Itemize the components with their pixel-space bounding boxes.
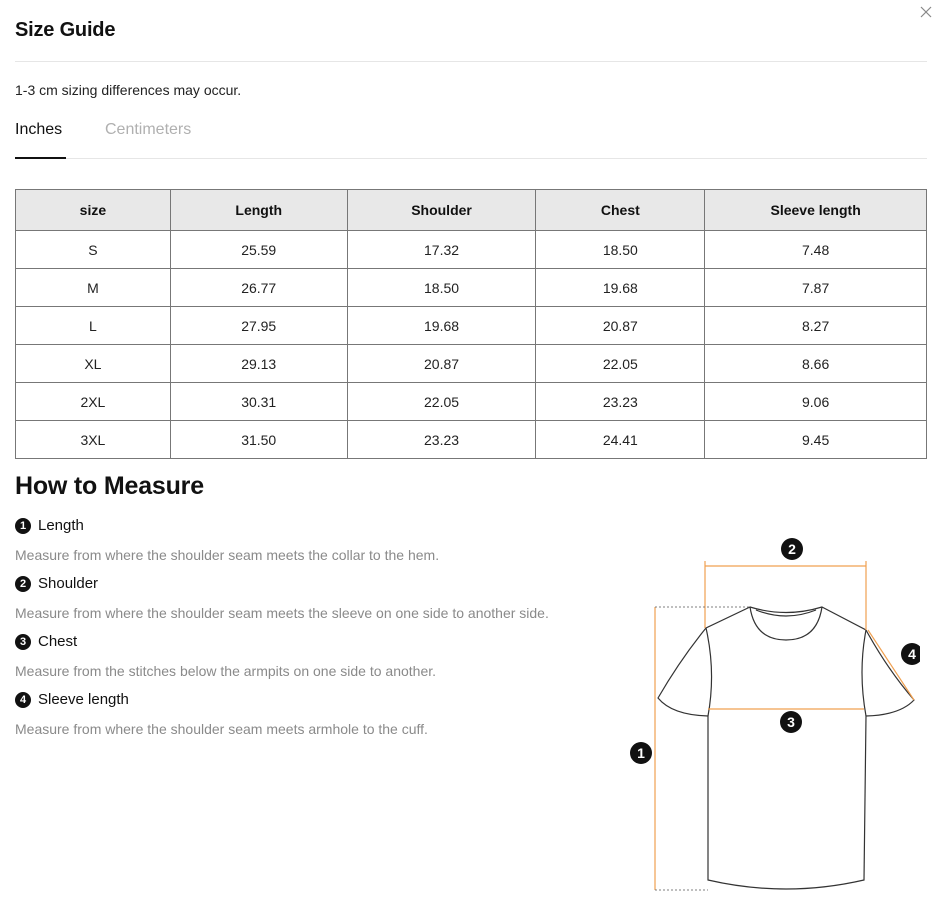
measure-label: Shoulder bbox=[38, 575, 99, 592]
table-row bbox=[16, 383, 927, 421]
cell-chest: 20.87 bbox=[536, 307, 705, 345]
table-row bbox=[16, 307, 927, 345]
cell-sleeve-length: 7.87 bbox=[705, 269, 927, 307]
cell-chest: 23.23 bbox=[536, 383, 705, 421]
measure-label: Length bbox=[38, 517, 84, 534]
cell-sleeve-length: 8.27 bbox=[705, 307, 927, 345]
close-icon[interactable] bbox=[918, 4, 934, 20]
number-one-icon: 1 bbox=[15, 518, 31, 534]
table-row bbox=[16, 231, 927, 269]
diagram-marker-2 bbox=[781, 538, 803, 560]
cell-length: 30.31 bbox=[170, 383, 347, 421]
header-shoulder: Shoulder bbox=[347, 190, 536, 231]
cell-length: 26.77 bbox=[170, 269, 347, 307]
how-to-measure-title: How to Measure bbox=[15, 472, 204, 500]
measure-item-sleeve-length bbox=[15, 691, 428, 737]
cell-sleeve-length: 8.66 bbox=[705, 345, 927, 383]
measure-description: Measure from the stitches below the armpits on one side to another. bbox=[15, 663, 437, 679]
measure-description: Measure from where the shoulder seam meets armhole to the cuff. bbox=[15, 721, 428, 737]
table-row bbox=[16, 269, 927, 307]
measure-item-shoulder bbox=[15, 575, 549, 621]
cell-length: 29.13 bbox=[170, 345, 347, 383]
measure-label: Sleeve length bbox=[38, 691, 129, 708]
svg-text:2: 2 bbox=[788, 541, 796, 557]
cell-shoulder: 20.87 bbox=[347, 345, 536, 383]
cell-length: 31.50 bbox=[170, 421, 347, 459]
cell-size: 3XL bbox=[16, 421, 171, 459]
cell-size: S bbox=[16, 231, 171, 269]
header-length: Length bbox=[170, 190, 347, 231]
cell-chest: 18.50 bbox=[536, 231, 705, 269]
unit-tabs bbox=[15, 118, 927, 159]
cell-shoulder: 23.23 bbox=[347, 421, 536, 459]
cell-sleeve-length: 9.06 bbox=[705, 383, 927, 421]
cell-shoulder: 22.05 bbox=[347, 383, 536, 421]
cell-sleeve-length: 7.48 bbox=[705, 231, 927, 269]
measure-item-length bbox=[15, 517, 439, 563]
svg-text:1: 1 bbox=[637, 745, 645, 761]
cell-length: 27.95 bbox=[170, 307, 347, 345]
cell-size: XL bbox=[16, 345, 171, 383]
tshirt-outline bbox=[658, 607, 914, 889]
diagram-marker-1 bbox=[630, 742, 652, 764]
title-divider bbox=[15, 61, 927, 62]
header-size: size bbox=[16, 190, 171, 231]
modal-title: Size Guide bbox=[15, 19, 116, 41]
cell-size: L bbox=[16, 307, 171, 345]
number-two-icon: 2 bbox=[15, 576, 31, 592]
sizing-note: 1-3 cm sizing differences may occur. bbox=[15, 82, 242, 98]
header-sleeve-length: Sleeve length bbox=[705, 190, 927, 231]
number-three-icon: 3 bbox=[15, 634, 31, 650]
diagram-marker-3 bbox=[780, 711, 802, 733]
cell-shoulder: 17.32 bbox=[347, 231, 536, 269]
tab-inches[interactable]: Inches bbox=[15, 121, 66, 159]
svg-text:3: 3 bbox=[787, 714, 795, 730]
cell-chest: 22.05 bbox=[536, 345, 705, 383]
cell-shoulder: 19.68 bbox=[347, 307, 536, 345]
measure-item-chest bbox=[15, 633, 436, 679]
cell-sleeve-length: 9.45 bbox=[705, 421, 927, 459]
measure-description: Measure from where the shoulder seam meets the collar to the hem. bbox=[15, 547, 440, 563]
cell-size: 2XL bbox=[16, 383, 171, 421]
table-row bbox=[16, 345, 927, 383]
cell-size: M bbox=[16, 269, 171, 307]
svg-text:4: 4 bbox=[908, 646, 916, 662]
diagram-marker-4 bbox=[901, 643, 920, 665]
measure-label: Chest bbox=[38, 633, 78, 650]
size-table bbox=[15, 189, 927, 459]
number-four-icon: 4 bbox=[15, 692, 31, 708]
cell-chest: 19.68 bbox=[536, 269, 705, 307]
table-row bbox=[16, 421, 927, 459]
tab-centimeters[interactable]: Centimeters bbox=[105, 121, 192, 138]
table-header-row bbox=[16, 190, 927, 231]
length-dotted-guides bbox=[655, 607, 750, 890]
header-chest: Chest bbox=[536, 190, 705, 231]
tshirt-diagram bbox=[620, 530, 920, 900]
measure-description: Measure from where the shoulder seam meets the sleeve on one side to another side. bbox=[15, 605, 549, 621]
cell-chest: 24.41 bbox=[536, 421, 705, 459]
cell-length: 25.59 bbox=[170, 231, 347, 269]
cell-shoulder: 18.50 bbox=[347, 269, 536, 307]
